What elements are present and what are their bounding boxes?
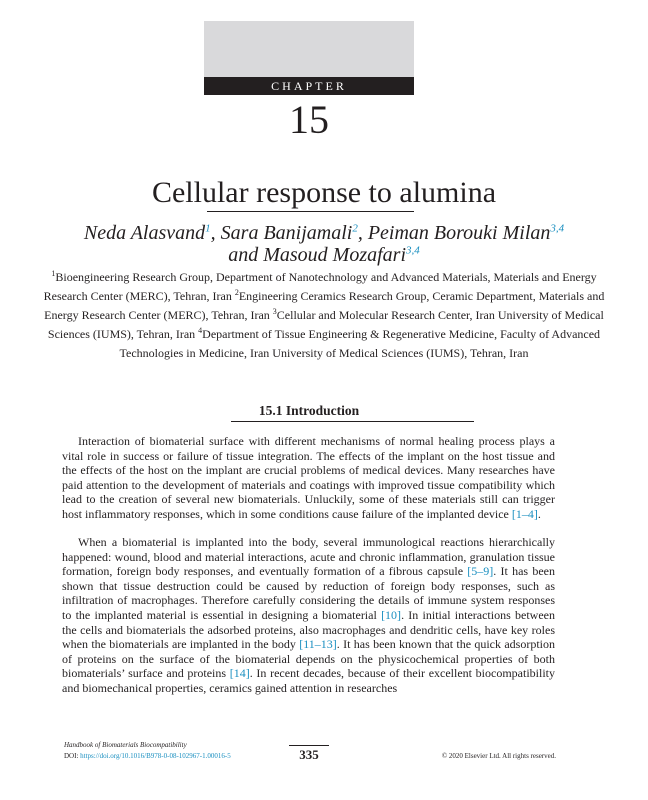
affiliation: Bioengineering Research Group, Department of Nanotechnology and Advanced Materials, Materials and Energy Research Center (MERC), Tehran, Iran: [43, 270, 597, 303]
paragraph-text: .: [537, 506, 541, 521]
citation-link[interactable]: [11–13]: [299, 637, 337, 652]
author-line-1: [30, 222, 618, 244]
chapter-header-block: [204, 21, 414, 77]
section-divider: [231, 421, 474, 422]
affil-mark: 1: [51, 269, 56, 278]
citation-link[interactable]: [10]: [381, 607, 402, 622]
copyright-notice: © 2020 Elsevier Ltd. All rights reserved.: [441, 752, 556, 760]
author-name: Sara Banijamali: [220, 222, 353, 244]
chapter-label: CHAPTER: [204, 77, 414, 95]
author-separator: ,: [357, 222, 368, 244]
affiliations: [40, 268, 608, 363]
affil-mark: 4: [198, 326, 203, 335]
body-paragraph-2: [62, 535, 555, 696]
chapter-number: 15: [289, 97, 329, 142]
citation-link[interactable]: [1–4]: [511, 506, 538, 521]
paragraph-text: . It has been shown that tissue destruction could be caused by reduction of foreign body responses, such as infiltration of macrophages. Therefore carefully considering the details of immune system responses to the implanted material is essential in designing a biomaterial: [62, 564, 555, 622]
page-number: 335: [299, 747, 319, 762]
author-name: and Masoud Mozafari: [228, 244, 407, 266]
paragraph-text: When a biomaterial is implanted into the body, several immunological reactions hierarchically happened: wound, blood and material interactions, acute and chronic inflammation, granulation tissue formation, foreign body responses, and eventually formation of a fibrous capsule: [62, 535, 555, 579]
author-affil-mark[interactable]: 3,4: [550, 222, 565, 235]
footer-citation: [64, 740, 231, 762]
doi-label: DOI:: [64, 752, 81, 760]
author-name: Neda Alasvand: [83, 222, 206, 244]
paragraph-text: . In recent decades, because of their excellent biocompatibility and biomechanical properties, ceramics gained attention in researches: [62, 666, 556, 695]
affil-mark: 2: [234, 288, 239, 297]
author-separator: ,: [210, 222, 221, 244]
author-affil-mark[interactable]: 2: [352, 222, 358, 235]
author-affil-mark[interactable]: 3,4: [406, 244, 420, 257]
doi-link[interactable]: https://doi.org/10.1016/B978-0-08-102967-1.00016-5: [80, 752, 231, 760]
citation-link[interactable]: [5–9]: [467, 564, 494, 579]
book-title: Handbook of Biomaterials Biocompatibility: [64, 741, 187, 749]
page-number-rule: [289, 745, 329, 746]
title-divider: [207, 211, 414, 212]
paragraph-text: Interaction of biomaterial surface with different mechanisms of normal healing process plays a vital role in success or failure of tissue integration. The effects of the implant on the host tissue and the effects of the host on the implant are crucial problems of medical devices. Many researches have paid attention to the development of materials and coatings with improved tissue compatibility which lead to the creation of several new biomaterials. Unluckily, some of these materials still can trigger host inflammatory responses, which in some conditions cause failure of the implanted device: [62, 434, 555, 521]
section-heading: 15.1 Introduction: [258, 403, 360, 418]
author-affil-mark[interactable]: 1: [205, 222, 211, 235]
paragraph-text: . It has been known that the quick adsorption of proteins on the surface of the biomaterial depends on the physicochemical properties of both biomaterials’ surface and proteins: [62, 637, 555, 681]
affiliation: Engineering Ceramics Research Group, Ceramic Department, Materials and Energy Research Center (MERC), Tehran, Iran: [44, 289, 605, 322]
affiliation: Cellular and Molecular Research Center, Iran University of Medical Sciences (IUMS), Tehran, Iran: [47, 308, 604, 341]
affiliation: Department of Tissue Engineering & Regenerative Medicine, Faculty of Advanced Technologies in Medicine, Iran University of Medical Sciences (IUMS), Tehran, Iran: [119, 327, 601, 360]
author-name: Peiman Borouki Milan: [367, 222, 551, 244]
chapter-title: Cellular response to alumina: [151, 176, 497, 209]
affil-mark: 3: [272, 307, 277, 316]
author-line-2: [30, 244, 618, 266]
citation-link[interactable]: [14]: [229, 666, 250, 681]
paragraph-text: . In initial interactions between the cells and biomaterials the adsorbed proteins, also macrophages and dendritic cells, have key roles when the biomaterials are implanted in the body: [62, 607, 556, 652]
body-paragraph-1: [62, 434, 555, 522]
